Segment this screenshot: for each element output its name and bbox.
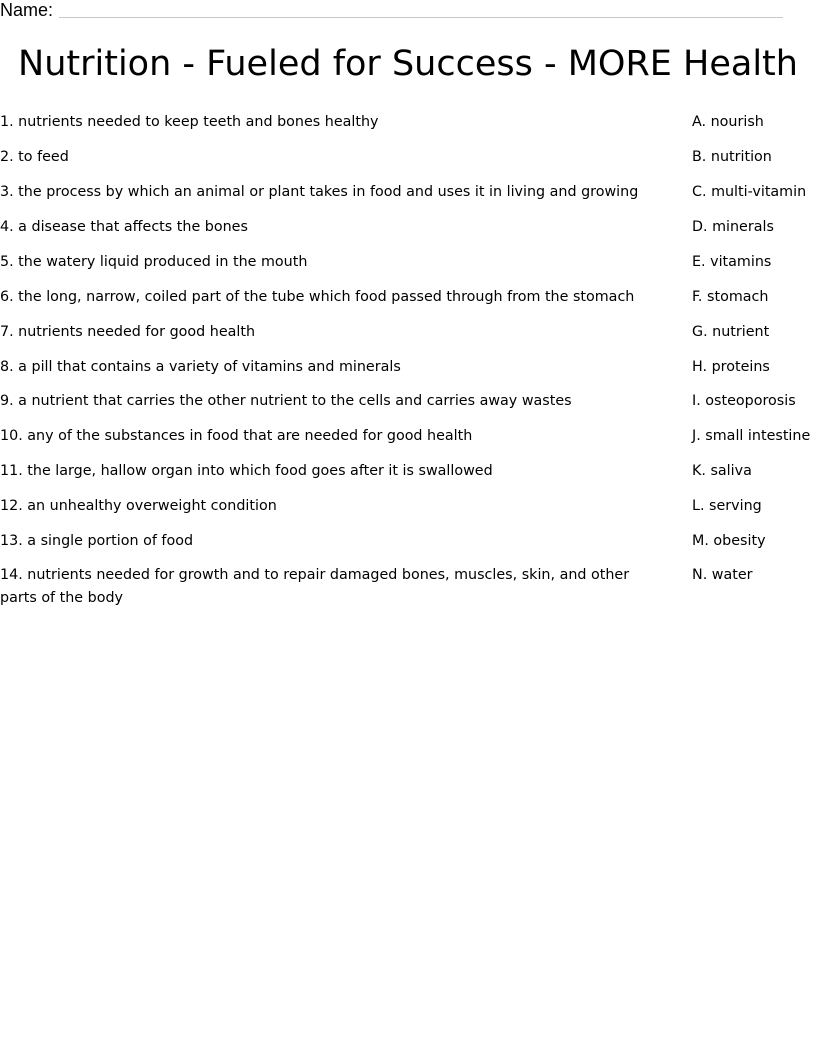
clue-item: 5. the watery liquid produced in the mouth — [0, 254, 308, 270]
answer-item: E. vitamins — [692, 254, 772, 270]
answer-item: N. water — [692, 567, 753, 583]
clue-item: 2. to feed — [0, 149, 69, 165]
clue-item: 9. a nutrient that carries the other nutrient to the cells and carries away wastes — [0, 393, 572, 409]
answer-item: G. nutrient — [692, 324, 770, 340]
answer-item: H. proteins — [692, 359, 770, 375]
clue-item: 13. a single portion of food — [0, 533, 194, 549]
name-row — [0, 0, 800, 22]
answer-item: D. minerals — [692, 219, 774, 235]
answer-item: I. osteoporosis — [692, 393, 796, 409]
answer-item: C. multi-vitamin — [692, 184, 807, 200]
clue-item: 4. a disease that affects the bones — [0, 219, 248, 235]
answer-item: J. small intestine — [692, 428, 811, 444]
answer-item: L. serving — [692, 498, 762, 514]
clue-item: 11. the large, hallow organ into which food goes after it is swallowed — [0, 463, 493, 479]
name-label: Name: — [0, 0, 54, 20]
answer-item: A. nourish — [692, 114, 764, 130]
answer-item: B. nutrition — [692, 149, 772, 165]
answer-item: F. stomach — [692, 289, 769, 305]
clue-item: 8. a pill that contains a variety of vitamins and minerals — [0, 359, 401, 375]
answer-item: K. saliva — [692, 463, 752, 479]
answer-list — [692, 111, 816, 599]
clue-item: 3. the process by which an animal or plant takes in food and uses it in living and growing — [0, 184, 639, 200]
clue-item: 6. the long, narrow, coiled part of the tube which food passed through from the stomach — [0, 289, 635, 305]
clue-item: 10. any of the substances in food that are needed for good health — [0, 428, 473, 444]
name-blank-line — [59, 17, 783, 18]
answer-item: M. obesity — [692, 533, 766, 549]
clue-item: 1. nutrients needed to keep teeth and bones healthy — [0, 114, 379, 130]
clue-item: 7. nutrients needed for good health — [0, 324, 256, 340]
clue-item: 14. nutrients needed for growth and to repair damaged bones, muscles, skin, and other parts of the body — [0, 567, 630, 606]
worksheet-title: Nutrition - Fueled for Success - MORE Health — [18, 44, 798, 84]
clue-list — [0, 111, 660, 610]
clue-item: 12. an unhealthy overweight condition — [0, 498, 277, 514]
